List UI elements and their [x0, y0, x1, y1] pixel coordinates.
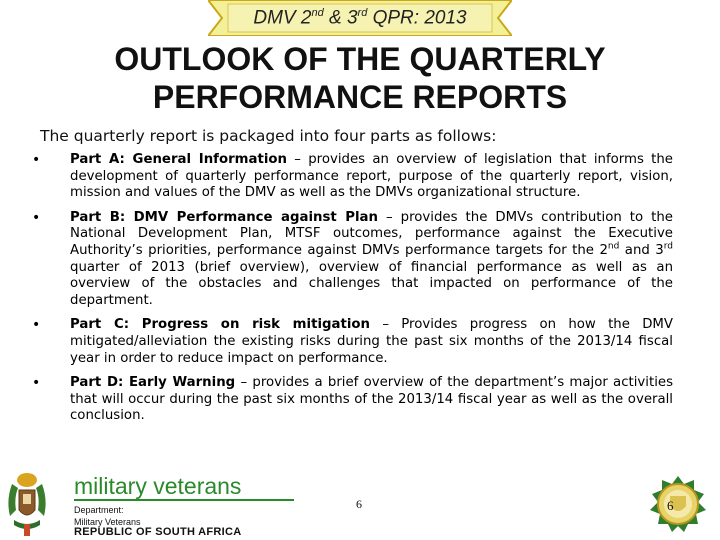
page-number: 6 [356, 497, 362, 511]
dmv-emblem-icon [648, 474, 708, 534]
part-a-heading: Part A: General Information [70, 152, 287, 167]
intro-text: The quarterly report is packaged into four parts as follows: [40, 127, 497, 145]
brand-wordmark: military veterans [74, 474, 294, 501]
header-banner [208, 0, 512, 36]
bullet-icon: • [32, 317, 41, 334]
part-b-text-c: quarter of 2013 (brief overview), overview of financial performance as well as an overview of the obstacles and challenges that impacted on performance of the department. [70, 259, 673, 308]
part-b-heading: Part B: DMV Performance against Plan [70, 209, 378, 225]
list-item-part-c [30, 317, 673, 367]
part-d-text: – provides a brief overview of the department’s major activities that will occur during the past six months of the 2013/14 fiscal year as well as the overall conclusion. [70, 375, 674, 424]
part-c-heading: Part C: Progress on risk mitigation [70, 317, 371, 333]
department-label [74, 504, 141, 528]
list-item-part-d [30, 375, 673, 425]
country-label: REPUBLIC OF SOUTH AFRICA [74, 526, 242, 538]
bullet-icon: • [32, 152, 41, 168]
dept-line-2: Military Veterans [74, 517, 141, 527]
banner-title: DMV 2nd & 3rd QPR: 2013 [253, 7, 467, 29]
title-line-2: PERFORMANCE REPORTS [152, 79, 568, 115]
list-item-part-a [30, 152, 673, 202]
emblem-number: 6 [667, 498, 674, 513]
dept-line-1: Department: [74, 505, 124, 515]
part-b-sup-b: rd [663, 241, 673, 252]
bullet-icon: • [32, 209, 41, 226]
part-c-text: – Provides progress on how the DMV mitigated/alleviation the existing risks during the past six months of the 2013/14 fiscal year in order to reduce impact on performance. [70, 317, 673, 366]
bullet-icon: • [32, 375, 41, 392]
part-b-text-a: – provides the DMVs contribution to the National Development Plan, MTSF outcomes, performance against the Executive Authority’s priorities, performance against DMVs performance targets for the 2 [70, 209, 673, 258]
part-d-heading: Part D: Early Warning [70, 375, 236, 391]
title-line-1: OUTLOOK OF THE QUARTERLY [114, 41, 606, 77]
coat-of-arms-icon [4, 470, 50, 538]
page-title [60, 40, 660, 116]
part-b-text-b: and 3 [619, 242, 664, 258]
parts-list [30, 152, 673, 433]
part-a-text: – provides an overview of legislation that informs the development of quarterly performance report, purpose of the quarterly report, vision, mission and values of the DMV as well as the DMVs organizational structure. [70, 152, 673, 201]
part-b-sup-a: nd [607, 241, 620, 252]
list-item-part-b [30, 210, 673, 310]
